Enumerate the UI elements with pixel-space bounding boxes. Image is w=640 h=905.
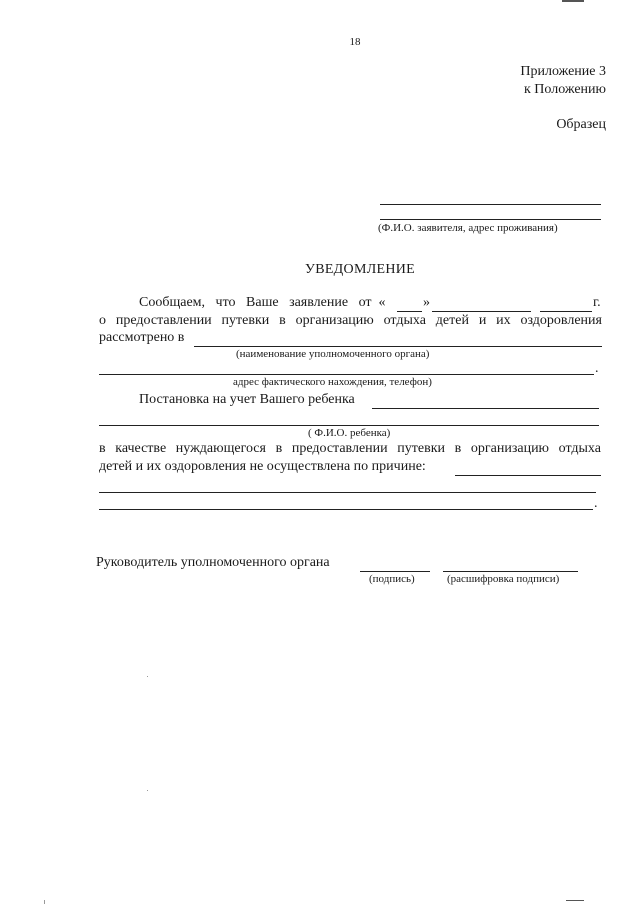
reason-line-1[interactable]	[455, 475, 601, 476]
child-registration-line[interactable]	[372, 408, 599, 409]
scan-speck	[44, 900, 45, 904]
child-registration-label: Постановка на учет Вашего ребенка	[139, 392, 355, 407]
reviewed-by-label: рассмотрено в	[99, 330, 185, 345]
child-name-line[interactable]	[99, 425, 599, 426]
applicant-address-line[interactable]	[380, 219, 601, 220]
annex-number: Приложение 3	[520, 64, 606, 79]
scan-mark-top	[562, 0, 584, 2]
signature-decoding-line[interactable]	[443, 571, 578, 572]
signature-caption: (подпись)	[369, 573, 415, 585]
signatory-label: Руководитель уполномоченного органа	[96, 555, 330, 570]
sample-label: Образец	[556, 117, 606, 132]
reason-period: .	[594, 496, 598, 511]
reason-statement: в качестве нуждающегося в предоставлении путевки в организацию отдыха	[99, 441, 601, 456]
reason-line-2[interactable]	[99, 492, 596, 493]
authority-caption: (наименование уполномоченного органа)	[236, 348, 430, 360]
address-period: .	[595, 361, 599, 376]
applicant-name-line[interactable]	[380, 204, 601, 205]
scan-mark-bottom	[566, 900, 584, 901]
document-title: УВЕДОМЛЕНИЕ	[304, 262, 416, 277]
reason-label: детей и их оздоровления не осуществлена по причине:	[99, 459, 426, 474]
date-year-line[interactable]	[540, 311, 592, 312]
signature-line[interactable]	[360, 571, 430, 572]
annex-reference: к Положению	[523, 82, 606, 97]
date-day-line[interactable]	[397, 311, 422, 312]
statement-subject: о предоставлении путевки в организацию отдыха детей и их оздоровления	[99, 313, 602, 328]
quote-close: »	[423, 295, 430, 310]
authority-name-line[interactable]	[194, 346, 602, 347]
statement-intro: Сообщаем, что Ваше заявление от «	[139, 295, 386, 310]
page-number: 18	[349, 36, 361, 48]
scan-speck	[147, 676, 148, 677]
decoding-caption: (расшифровка подписи)	[447, 573, 560, 585]
child-caption: ( Ф.И.О. ребенка)	[308, 427, 391, 439]
date-month-line[interactable]	[432, 311, 531, 312]
address-caption: адрес фактического нахождения, телефон)	[233, 376, 432, 388]
reason-line-3[interactable]	[99, 509, 593, 510]
authority-address-line[interactable]	[99, 374, 594, 375]
year-suffix: г.	[593, 295, 601, 310]
scan-speck	[147, 790, 148, 791]
applicant-caption: (Ф.И.О. заявителя, адрес проживания)	[378, 222, 558, 234]
